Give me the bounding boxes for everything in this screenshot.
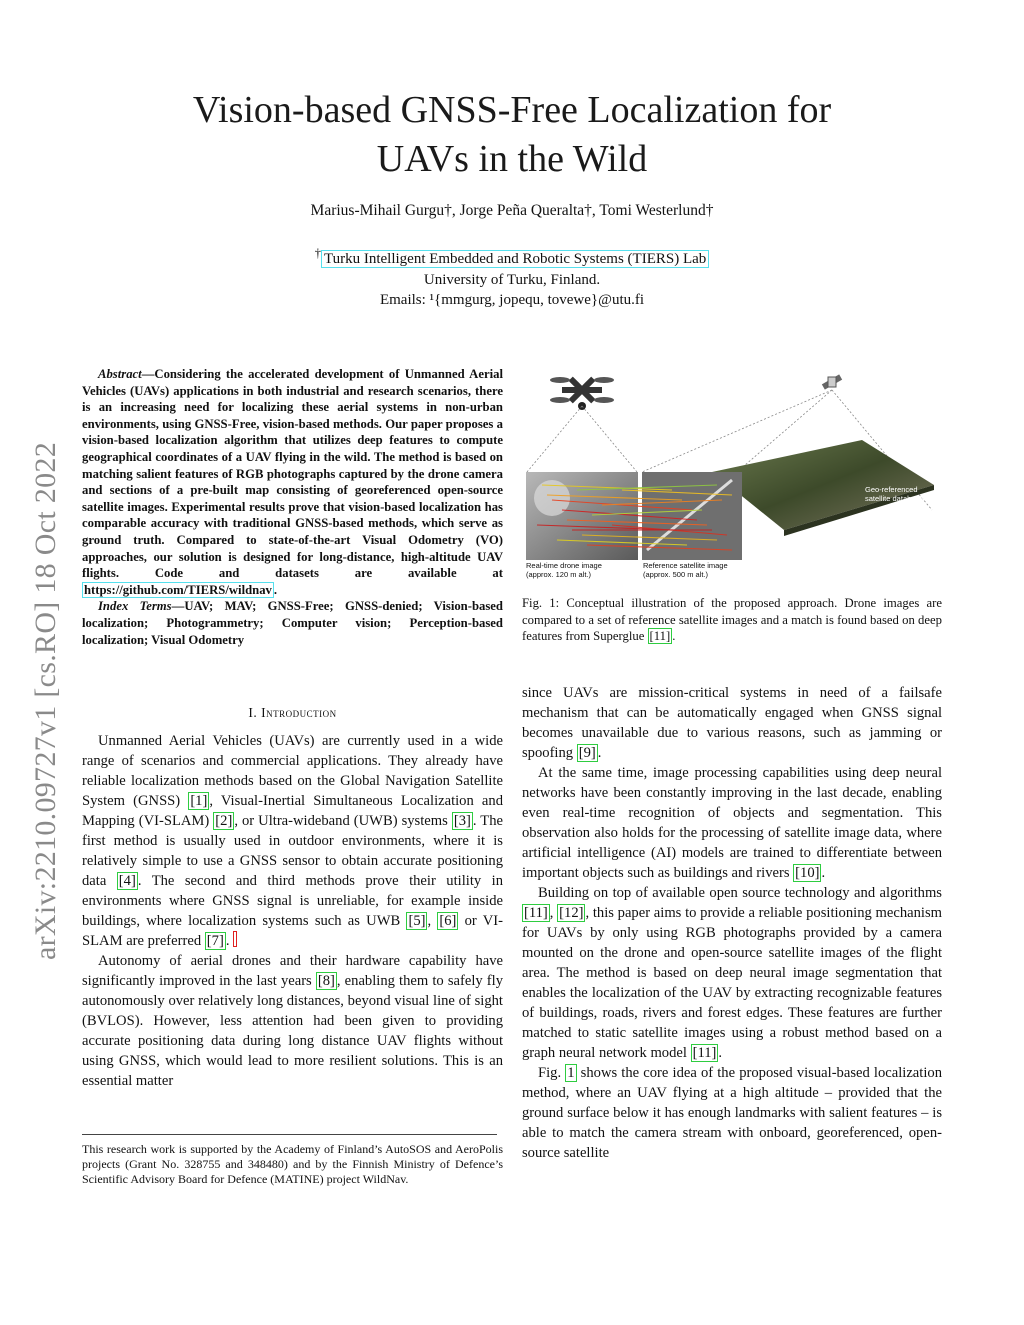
citation[interactable]: [10] xyxy=(795,865,820,881)
university: University of Turku, Finland. xyxy=(423,271,601,288)
citation[interactable]: [6] xyxy=(439,913,457,929)
right-paragraph-4: Fig. 1 shows the core idea of the proposed visual-based localization method, where an UAV flying at a high altitude – provided that the ground surface below it has enough landmarks with salient features – is able to match the camera stream with onboard, georeferenced, open-source satellite xyxy=(522,1065,942,1161)
index-terms-label: Index Terms xyxy=(98,599,172,614)
drone-image-label: Real-time drone image xyxy=(526,561,602,570)
arxiv-stamp: arXiv:2210.09727v1 [cs.RO] 18 Oct 2022 xyxy=(29,441,62,960)
citation[interactable]: [11] xyxy=(692,1045,717,1061)
database-label-1: Geo-referenced xyxy=(865,485,918,494)
abstract-text: —Considering the accelerated development of Unmanned Aerial Vehicles (UAVs) applications in both industrial and research scenarios, there is an increasing need for localizing these aerial systems in non-urban environments, using GNSS-Free, vision-based methods. Our paper proposes a vision-based localization algorithm that utilizes deep features to compute geographical coordinates of a UAV flying in the wild. The method is based on matching salient features of RGB photographs captured by the drone camera and sections of a pre-built map consisting of georeferenced open-source satellite images. Experimental results prove that vision-based localization has comparable accuracy with traditional GNSS-based methods, which serve as ground truth. Compared to state-of-the-art Visual Odometry (VO) approaches, our solution is designed for long-distance, high-altitude UAV flights. Code and datasets are available at xyxy=(82,367,503,581)
section-heading xyxy=(82,705,503,721)
right-paragraph-3: Building on top of available open source technology and algorithms [11] , [12] , this paper aims to provide a reliable positioning mechanism for UAVs by only using RGB photographs provided by a camera mounted on the drone and open-source satellite images of the flight area. The method is based on deep neural image segmentation that enables the localization of the UAV by extracting recognizable features of buildings, roads, rivers and forest edges. These features are further matched to static satellite images using a robust method based on a graph neural network model [11] . xyxy=(522,885,942,1061)
citation[interactable]: [3] xyxy=(453,813,471,829)
abstract: Abstract—Considering the accelerated development of Unmanned Aerial Vehicles (UAVs) applications in both industrial and research scenarios, there is an increasing need for localizing these aerial systems in non-urban environments, using GNSS-Free, vision-based methods. Our paper proposes a vision-based localization algorithm that utilizes deep features to compute geographical coordinates of a UAV flying in the wild. The method is based on matching salient features of RGB photographs captured by the drone camera and sections of a pre-built map consisting of georeferenced open-source satellite images. Experimental results prove that vision-based localization has comparable accuracy with traditional GNSS-based methods, which serve as ground truth. Compared to state-of-the-art Visual Odometry (VO) approaches, our solution is designed for long-distance, high-altitude UAV flights. Code and datasets are available at https://github.com/TIERS/wildnav . Index Terms—UAV; MAV; GNSS-Free; GNSS-denied; Vision-based localization; Photogrammetry; Computer vision; Perception-based localization; Visual Odometry xyxy=(82,367,503,647)
citation[interactable]: [12] xyxy=(559,905,584,921)
section-title: Introduction xyxy=(261,705,337,720)
satellite-altitude-label: (approx. 500 m alt.) xyxy=(643,570,709,579)
code-link[interactable]: https://github.com/TIERS/wildnav xyxy=(84,582,272,597)
figure-caption: Fig. 1: Conceptual illustration of the proposed approach. Drone images are compared to a set of reference satellite images and a match is found based on deep features from Superglue [11] . xyxy=(522,596,942,643)
citation[interactable]: [9] xyxy=(578,745,596,761)
title-line-1: Vision-based GNSS-Free Localization for xyxy=(192,89,832,131)
footnote-divider xyxy=(82,1134,497,1135)
lab-link[interactable]: Turku Intelligent Embedded and Robotic Systems (TIERS) Lab xyxy=(321,250,709,268)
citation[interactable]: [8] xyxy=(317,973,335,989)
database-label-2: satellite database xyxy=(865,494,924,503)
affiliation-marker: † xyxy=(314,246,321,260)
citation[interactable]: [7] xyxy=(206,933,224,949)
citation[interactable]: [5] xyxy=(408,913,426,929)
figure-1 xyxy=(522,360,942,588)
index-terms: —UAV; MAV; GNSS-Free; GNSS-denied; Vision-based localization; Photogrammetry; Computer vision; Perception-based localization; Visual Odometry xyxy=(82,599,503,647)
citation[interactable]: [2] xyxy=(215,813,233,829)
figure-illustration xyxy=(522,360,942,588)
citation[interactable]: [11] xyxy=(524,905,548,921)
intro-paragraph-1: Unmanned Aerial Vehicles (UAVs) are currently used in a wide range of scenarios and commercial applications. They already have reliable localization methods based on the Global Navigation Satellite System (GNSS) [1] , Visual-Inertial Simultaneous Localization and Mapping (VI-SLAM) [2] , or Ultra-wideband (UWB) systems [3] . The first method is usually used in outdoor environments, where it is relatively simple to use a GNSS sensor to obtain accurate positioning data [4] . The second and third methods prove their utility in environments where GNSS signal is unreliable, for example inside buildings, where localization systems such as UWB [5] , [6] or VI-SLAM are preferred [7] . xyxy=(82,733,503,949)
left-column-body xyxy=(82,731,503,1091)
footnote-marker[interactable] xyxy=(233,931,237,947)
right-paragraph-1: since UAVs are mission-critical systems in need of a failsafe mechanism that can be automatically engaged when GNSS signal becomes unavailable due to various reasons, such as jamming or spoofing [9] . xyxy=(522,685,942,761)
emails: Emails: ¹{mmgurg, jopequ, tovewe}@utu.fi xyxy=(379,292,645,308)
drone-icon xyxy=(550,377,614,410)
figure-reference[interactable]: 1 xyxy=(567,1065,575,1081)
authors: Marius-Mihail Gurgu†, Jorge Peña Queralta†, Tomi Westerlund† xyxy=(310,202,714,219)
intro-paragraph-2: Autonomy of aerial drones and their hardware capability have significantly improved in the last years [8] , enabling them to safely fly autonomously over relatively long distances, beyond visual line of sight (BVLOS). However, less attention had been given to providing accurate positioning data during long distance UAV flights without using GNSS, which would lead to more resilient solutions. This is an essential matter xyxy=(82,953,504,1089)
abstract-label: Abstract xyxy=(98,367,142,381)
satellite-image-label: Reference satellite image xyxy=(643,561,728,570)
citation[interactable]: [11] xyxy=(649,629,671,643)
right-column-body xyxy=(522,683,942,1163)
title-line-2: UAVs in the Wild xyxy=(376,138,648,180)
drone-altitude-label: (approx. 120 m alt.) xyxy=(526,570,592,579)
affiliation xyxy=(100,243,924,311)
section-number: I. xyxy=(248,705,258,720)
citation[interactable]: [4] xyxy=(118,873,136,889)
citation[interactable]: [1] xyxy=(190,793,208,809)
footnote: This research work is supported by the Academy of Finland’s AutoSOS and AeroPolis projects (Grant No. 328755 and 348480) and by the Finnish Ministry of Defence’s Scientific Advisory Board for Defence (MATINE) project WildNav. xyxy=(82,1142,503,1186)
paper-title xyxy=(100,86,924,184)
satellite-icon xyxy=(822,374,842,389)
right-paragraph-2: At the same time, image processing capabilities using deep neural networks have been constantly improving in the last decade, enabling even real-time recognition of objects and segmentation. This observation also holds for the processing of satellite image data, where artificial intelligence (AI) models are trained to differentiate between important objects such as buildings and rivers [10] . xyxy=(522,765,942,881)
